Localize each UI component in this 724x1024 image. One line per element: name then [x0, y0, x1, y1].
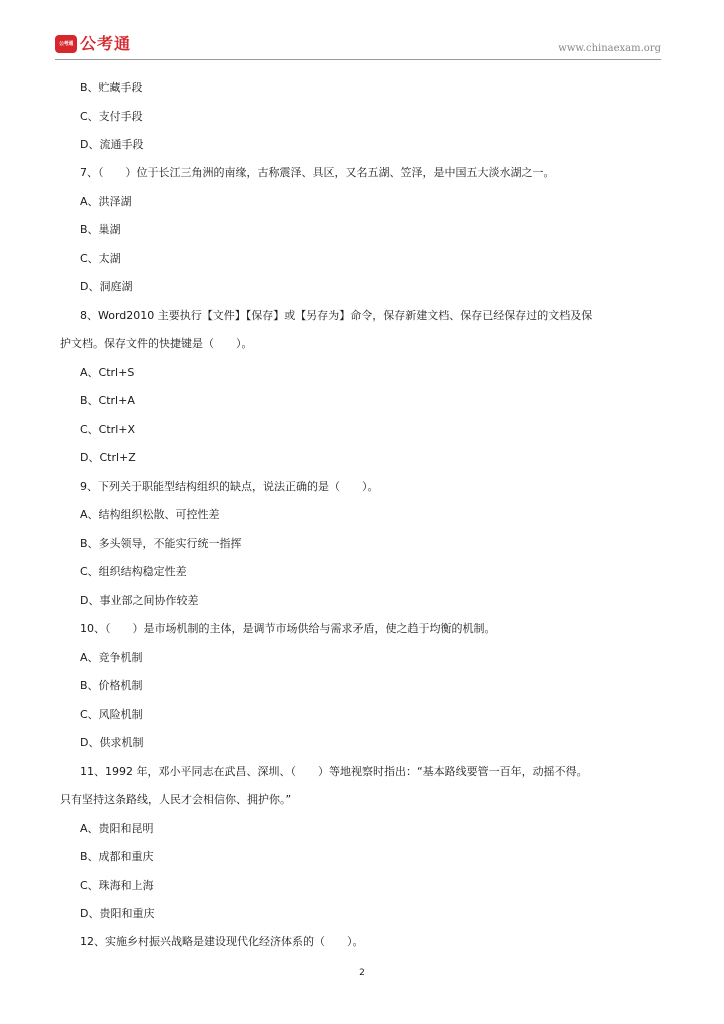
question-12: 12、实施乡村振兴战略是建设现代化经济体系的（ ）。: [80, 935, 364, 948]
question-10: 10、（ ）是市场机制的主体，是调节市场供给与需求矛盾，使之趋于均衡的机制。: [80, 622, 496, 635]
question-11-continued: 只有坚持这条路线，人民才会相信你、拥护你。”: [60, 793, 292, 806]
option-d: D、Ctrl+Z: [80, 451, 136, 464]
option-d: D、供求机制: [80, 736, 144, 749]
option-b: B、贮藏手段: [80, 81, 143, 94]
option-b: B、巢湖: [80, 223, 121, 236]
option-b: B、价格机制: [80, 679, 143, 692]
option-d: D、洞庭湖: [80, 280, 133, 293]
question-7: 7、（ ）位于长江三角洲的南缘，古称震泽、具区，又名五湖、笠泽，是中国五大淡水湖之一。: [80, 166, 555, 179]
option-c: C、Ctrl+X: [80, 423, 136, 436]
site-url: www.chinaexam.org: [558, 43, 661, 54]
option-a: A、贵阳和昆明: [80, 822, 154, 835]
option-b: B、Ctrl+A: [80, 394, 135, 407]
option-c: C、珠海和上海: [80, 879, 154, 892]
option-c: C、风险机制: [80, 708, 143, 721]
option-c: C、组织结构稳定性差: [80, 565, 187, 578]
option-a: A、Ctrl+S: [80, 366, 135, 379]
question-8: 8、Word2010 主要执行【文件】【保存】或【另存为】命令，保存新建文档、保存已经保存过的文档及保: [80, 309, 593, 322]
option-b: B、成都和重庆: [80, 850, 154, 863]
option-c: C、支付手段: [80, 110, 143, 123]
option-d: D、流通手段: [80, 138, 144, 151]
option-a: A、结构组织松散、可控性差: [80, 508, 220, 521]
option-c: C、太湖: [80, 252, 121, 265]
question-11: 11、1992 年，邓小平同志在武昌、深圳、（ ）等地视察时指出：“基本路线要管一百年，动摇不得。: [80, 765, 588, 778]
option-d: D、贵阳和重庆: [80, 907, 155, 920]
question-8-continued: 护文档。保存文件的快捷键是（ ）。: [60, 337, 253, 350]
logo-text: 公考通: [80, 34, 132, 53]
logo-badge: 公考通: [55, 35, 77, 53]
page-number: 2: [359, 968, 365, 978]
option-d: D、事业部之间协作较差: [80, 594, 199, 607]
option-b: B、多头领导，不能实行统一指挥: [80, 537, 242, 550]
question-9: 9、下列关于职能型结构组织的缺点，说法正确的是（ ）。: [80, 480, 379, 493]
option-a: A、竞争机制: [80, 651, 143, 664]
option-a: A、洪泽湖: [80, 195, 132, 208]
